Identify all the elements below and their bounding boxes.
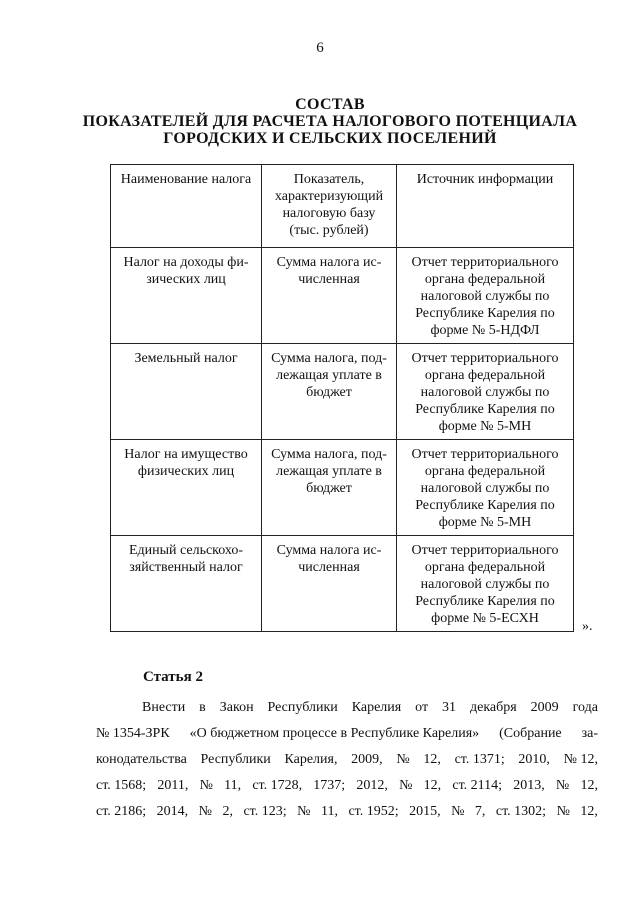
header-cell: [111, 165, 262, 248]
cell-line: органа федеральной: [424, 560, 546, 575]
word: ст. 1568;: [96, 778, 147, 793]
cell-line: органа федеральной: [424, 464, 546, 479]
source-cell: [397, 344, 574, 440]
word: 11,: [320, 804, 338, 819]
cell-line: Источник информации: [416, 172, 554, 187]
header-cell: [262, 165, 397, 248]
cell-line: Отчет территориального: [411, 351, 559, 366]
word: 2009,: [351, 752, 383, 767]
cell-line: Сумма налога ис-: [276, 543, 382, 558]
cell-line: зических лиц: [146, 272, 226, 287]
cell-line: Сумма налога, под-: [271, 351, 387, 366]
cell-line: лежащая уплате в: [276, 464, 382, 479]
cell-line: Наименование налога: [120, 172, 252, 187]
table-row: [111, 440, 574, 536]
cell-line: лежащая уплате в: [276, 368, 382, 383]
cell-line: Земельный налог: [134, 351, 238, 366]
word: 12,: [423, 752, 441, 767]
text-line: [96, 695, 598, 721]
word: №: [396, 752, 410, 767]
source-cell: [397, 536, 574, 632]
tax-base-cell: [262, 536, 397, 632]
cell-line: бюджет: [306, 385, 352, 400]
cell-line: Показатель,: [293, 172, 365, 187]
cell-line: форме № 5-НДФЛ: [430, 323, 540, 338]
word: 2011,: [157, 778, 189, 793]
word: 12,: [423, 778, 442, 793]
cell-line: Отчет территориального: [411, 543, 559, 558]
text-line: [96, 799, 598, 825]
word: Республики: [200, 752, 271, 767]
word: № 1354-ЗРК: [96, 726, 170, 741]
article-body: [96, 695, 598, 825]
cell-line: налоговой службы по: [420, 289, 550, 304]
word: №: [199, 778, 213, 793]
text-line: [96, 747, 598, 773]
word: года: [572, 700, 598, 715]
cell-line: органа федеральной: [424, 272, 546, 287]
word: ст. 2186;: [96, 804, 147, 819]
title-line: ГОРОДСКИХ И СЕЛЬСКИХ ПОСЕЛЕНИЙ: [163, 130, 497, 147]
word: ст. 1952;: [348, 804, 399, 819]
word: Карелия: [351, 700, 402, 715]
header-cell: [397, 165, 574, 248]
source-cell: [397, 440, 574, 536]
word: Карелия,: [284, 752, 338, 767]
title-line: СОСТАВ: [295, 96, 365, 113]
word: Закон: [219, 700, 254, 715]
word: 2009: [530, 700, 559, 715]
closing-quote: ».: [582, 619, 593, 634]
cell-line: Единый сельскохо-: [128, 543, 244, 558]
word: Внести: [142, 700, 186, 715]
page-number: 6: [316, 40, 324, 56]
word: ст. 1371;: [454, 752, 505, 767]
table-row: [111, 248, 574, 344]
word: №: [297, 804, 311, 819]
word: конодательства: [96, 752, 187, 767]
table-header-row: [111, 165, 574, 248]
tax-base-cell: [262, 440, 397, 536]
cell-line: Отчет территориального: [411, 447, 559, 462]
cell-line: численная: [298, 272, 360, 287]
cell-line: налоговой службы по: [420, 481, 550, 496]
word: 2,: [222, 804, 233, 819]
cell-line: форме № 5-МН: [438, 419, 532, 434]
cell-line: Республике Карелия по: [415, 402, 555, 417]
tax-name-cell: [111, 536, 262, 632]
cell-line: бюджет: [306, 481, 352, 496]
word: 2010,: [518, 752, 550, 767]
word: 1737;: [313, 778, 346, 793]
cell-line: Сумма налога, под-: [271, 447, 387, 462]
word: в: [199, 700, 206, 715]
word: №: [399, 778, 413, 793]
cell-line: (тыс. рублей): [289, 223, 369, 238]
word: ст. 2114;: [452, 778, 503, 793]
cell-line: налоговой службы по: [420, 577, 550, 592]
cell-line: форме № 5-ЕСХН: [431, 611, 539, 626]
tax-base-cell: [262, 248, 397, 344]
tax-name-cell: [111, 440, 262, 536]
cell-line: Республике Карелия по: [415, 594, 555, 609]
cell-line: налоговой службы по: [420, 385, 550, 400]
cell-line: зяйственный налог: [129, 560, 243, 575]
word: 2013,: [513, 778, 545, 793]
cell-line: Налог на доходы фи-: [123, 255, 249, 270]
text-line: [96, 721, 598, 747]
word: 2012,: [356, 778, 388, 793]
cell-line: форме № 5-МН: [438, 515, 532, 530]
cell-line: характеризующий: [274, 189, 384, 204]
word: №: [555, 778, 570, 793]
cell-line: Отчет территориального: [411, 255, 559, 270]
word: 2014,: [156, 804, 189, 819]
cell-line: Сумма налога ис-: [276, 255, 382, 270]
word: (Собрание: [499, 726, 562, 741]
tax-indicators-table: [110, 164, 574, 632]
word: №: [198, 804, 212, 819]
word: 7,: [474, 804, 486, 819]
cell-line: налоговую базу: [282, 206, 376, 221]
word: № 12,: [563, 752, 598, 767]
word: за-: [581, 726, 598, 741]
title-line: ПОКАЗАТЕЛЕЙ ДЛЯ РАСЧЕТА НАЛОГОВОГО ПОТЕНЦИАЛА: [82, 113, 578, 130]
cell-line: Республике Карелия по: [415, 306, 555, 321]
word: ст. 123;: [243, 804, 287, 819]
word: 31: [442, 700, 457, 715]
source-cell: [397, 248, 574, 344]
tax-base-cell: [262, 344, 397, 440]
word: 2015,: [409, 804, 441, 819]
word: Республики: [267, 700, 338, 715]
table-row: [111, 536, 574, 632]
document-title: [60, 96, 600, 147]
cell-line: органа федеральной: [424, 368, 546, 383]
cell-line: Налог на имущество: [124, 447, 248, 462]
table-row: [111, 344, 574, 440]
cell-line: физических лиц: [137, 464, 235, 479]
word: 11,: [224, 778, 242, 793]
word: ст. 1302;: [495, 804, 547, 819]
word: от: [415, 700, 429, 715]
tax-name-cell: [111, 344, 262, 440]
word: ст. 1728,: [252, 778, 303, 793]
word: №: [556, 804, 570, 819]
cell-line: численная: [298, 560, 360, 575]
word: №: [451, 804, 465, 819]
article-heading: Статья 2: [143, 669, 203, 685]
word: 12,: [580, 804, 598, 819]
cell-line: Республике Карелия по: [415, 498, 555, 513]
tax-name-cell: [111, 248, 262, 344]
word: декабря: [470, 700, 517, 715]
word: «О бюджетном процессе в Республике Карелия»: [189, 726, 480, 741]
word: 12,: [580, 778, 598, 793]
text-line: [96, 773, 598, 799]
